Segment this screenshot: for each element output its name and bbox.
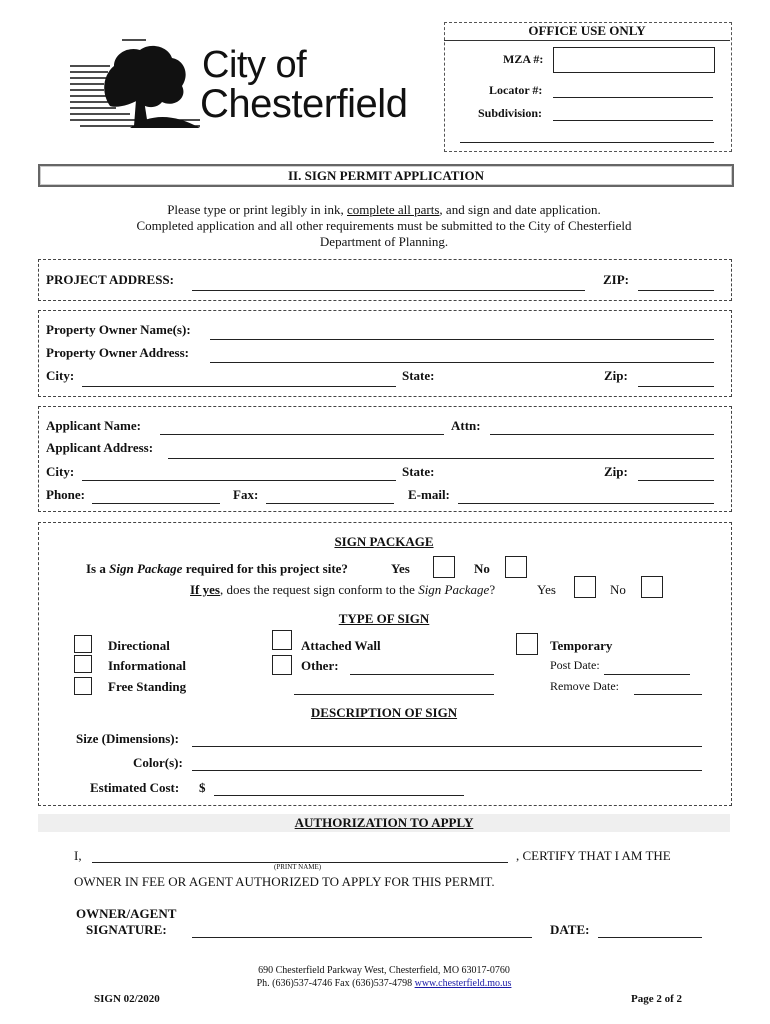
subdivision-label: Subdivision: [478, 106, 543, 120]
applicant-attn-label: Attn: [451, 418, 481, 433]
signature-label-line1: OWNER/AGENT [76, 906, 177, 921]
office-extra-line[interactable] [460, 142, 714, 143]
subdivision-input[interactable] [553, 120, 713, 121]
type-of-sign-heading: TYPE OF SIGN [338, 611, 430, 626]
applicant-zip-input[interactable] [638, 480, 714, 481]
free-standing-checkbox[interactable] [74, 677, 92, 695]
applicant-phone-input[interactable] [92, 503, 220, 504]
applicant-name-label: Applicant Name: [46, 418, 141, 433]
logo-text-chesterfield: Chesterfield [200, 82, 408, 126]
certify-text: , CERTIFY THAT I AM THE [516, 848, 671, 863]
print-name-caption: (PRINT NAME) [274, 863, 322, 871]
signature-label-line2: SIGNATURE: [86, 922, 167, 937]
auth-line2: OWNER IN FEE OR AGENT AUTHORIZED TO APPLY FOR THIS PERMIT. [74, 874, 495, 889]
locator-input[interactable] [553, 97, 713, 98]
project-address-input[interactable] [192, 290, 585, 291]
instructions-line3: Department of Planning. [319, 234, 449, 249]
size-input[interactable] [192, 746, 702, 747]
estimated-cost-label: Estimated Cost: [90, 780, 180, 795]
project-zip-input[interactable] [638, 290, 714, 291]
directional-label: Directional [108, 638, 170, 653]
applicant-attn-input[interactable] [490, 434, 714, 435]
tree-logo-icon [70, 36, 210, 136]
project-address-label: PROJECT ADDRESS: [46, 272, 174, 287]
section-title: II. SIGN PERMIT APPLICATION [38, 164, 734, 187]
auth-i-label: I, [74, 848, 82, 863]
owner-city-label: City: [46, 368, 75, 383]
applicant-fax-input[interactable] [266, 503, 394, 504]
directional-checkbox[interactable] [74, 635, 92, 653]
remove-date-input[interactable] [634, 694, 702, 695]
office-use-box [444, 22, 732, 152]
size-label: Size (Dimensions): [76, 731, 179, 746]
authorization-heading: AUTHORIZATION TO APPLY [38, 814, 730, 832]
sign-package-question: Is a Sign Package required for this project site? [86, 561, 348, 576]
dollar-sign: $ [199, 780, 206, 795]
sign-conform-no-checkbox[interactable] [641, 576, 663, 598]
applicant-address-label: Applicant Address: [46, 440, 154, 455]
owner-zip-input[interactable] [638, 386, 714, 387]
applicant-zip-label: Zip: [604, 464, 628, 479]
applicant-box [38, 406, 732, 512]
owner-zip-label: Zip: [604, 368, 628, 383]
applicant-email-input[interactable] [458, 503, 714, 504]
footer-contact: Ph. (636)537-4746 Fax (636)537-4798 www.chesterfield.mo.us [256, 978, 512, 989]
owner-address-label: Property Owner Address: [46, 345, 189, 360]
instructions-line2: Completed application and all other requirements must be submitted to the City of Chesterfield [136, 218, 632, 233]
sign-conform-question: If yes, does the request sign conform to the Sign Package? [190, 582, 496, 597]
other-checkbox[interactable] [272, 655, 292, 675]
form-id: SIGN 02/2020 [94, 993, 160, 1005]
attached-wall-label: Attached Wall [301, 638, 381, 653]
owner-city-input[interactable] [82, 386, 396, 387]
sign-conform-no-label: No [610, 582, 626, 597]
informational-label: Informational [108, 658, 186, 673]
applicant-state-label: State: [402, 464, 435, 479]
page-number: Page 2 of 2 [631, 993, 683, 1005]
owner-name-label: Property Owner Name(s): [46, 322, 191, 337]
sign-package-no-label: No [474, 561, 490, 576]
free-standing-label: Free Standing [108, 679, 187, 694]
applicant-phone-label: Phone: [46, 487, 85, 502]
description-heading: DESCRIPTION OF SIGN [310, 705, 458, 720]
estimated-cost-input[interactable] [214, 795, 464, 796]
sign-package-yes-checkbox[interactable] [433, 556, 455, 578]
temporary-label: Temporary [550, 638, 613, 653]
attached-wall-checkbox[interactable] [272, 630, 292, 650]
owner-state-label: State: [402, 368, 435, 383]
signature-input[interactable] [192, 937, 532, 938]
sign-package-no-checkbox[interactable] [505, 556, 527, 578]
project-zip-label: ZIP: [603, 272, 629, 287]
colors-input[interactable] [192, 770, 702, 771]
logo-text-city-of: City of [202, 44, 307, 86]
instructions-line1: Please type or print legibly in ink, complete all parts, and sign and date application. [167, 202, 601, 217]
mza-input[interactable] [553, 47, 715, 73]
applicant-city-label: City: [46, 464, 75, 479]
office-use-title: OFFICE USE ONLY [444, 22, 730, 41]
post-date-input[interactable] [604, 674, 690, 675]
applicant-name-input[interactable] [160, 434, 444, 435]
sign-package-yes-label: Yes [391, 561, 410, 576]
applicant-fax-label: Fax: [233, 487, 259, 502]
owner-name-input[interactable] [210, 339, 714, 340]
city-logo [70, 36, 430, 136]
owner-address-input[interactable] [210, 362, 714, 363]
temporary-checkbox[interactable] [516, 633, 538, 655]
footer-address: 690 Chesterfield Parkway West, Chesterfield, MO 63017-0760 [258, 965, 510, 976]
remove-date-label: Remove Date: [550, 679, 619, 693]
colors-label: Color(s): [133, 755, 183, 770]
other-label: Other: [301, 658, 339, 673]
other-input-line2[interactable] [294, 694, 494, 695]
sign-conform-yes-checkbox[interactable] [574, 576, 596, 598]
locator-label: Locator #: [489, 83, 543, 97]
applicant-email-label: E-mail: [408, 487, 450, 502]
mza-label: MZA #: [503, 52, 544, 66]
applicant-address-input[interactable] [168, 458, 714, 459]
date-input[interactable] [598, 937, 702, 938]
instructions [38, 202, 730, 250]
date-label: DATE: [550, 922, 590, 937]
sign-conform-yes-label: Yes [537, 582, 556, 597]
footer-website-link[interactable]: www.chesterfield.mo.us [414, 978, 512, 989]
applicant-city-input[interactable] [82, 480, 396, 481]
informational-checkbox[interactable] [74, 655, 92, 673]
other-input[interactable] [350, 674, 494, 675]
sign-package-heading: SIGN PACKAGE [334, 534, 434, 549]
post-date-label: Post Date: [550, 658, 600, 672]
